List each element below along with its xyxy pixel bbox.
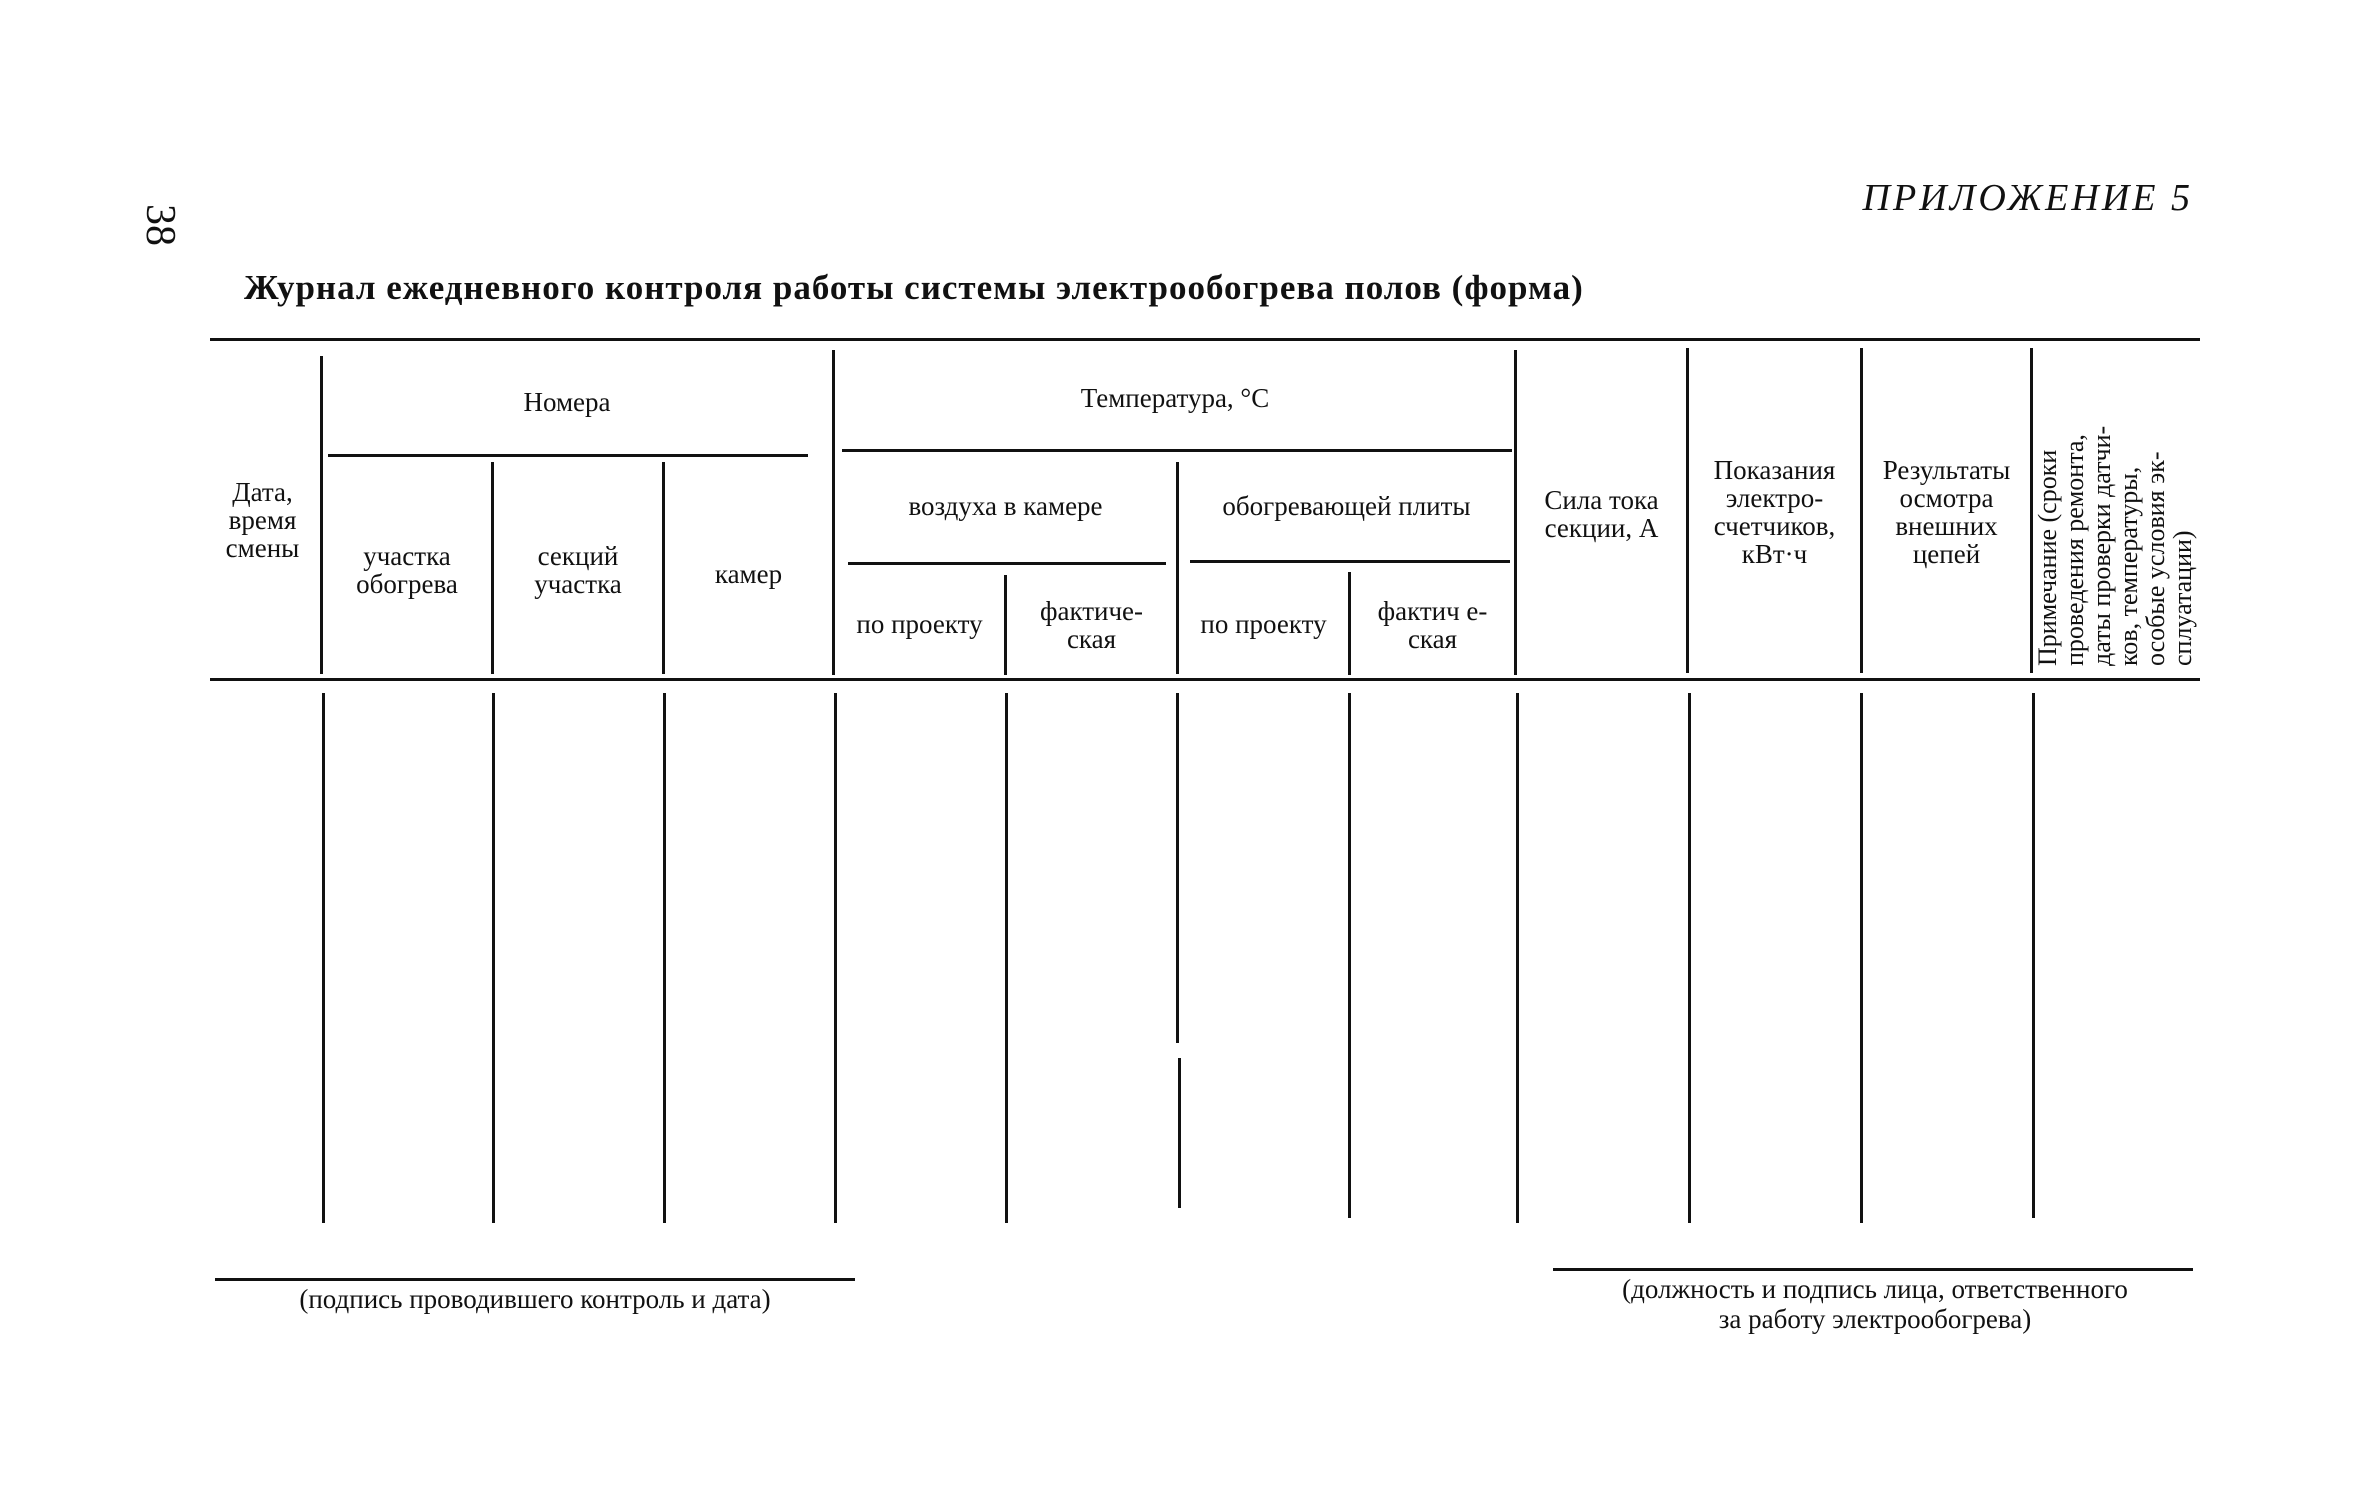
right-signature-line [1553,1268,2193,1271]
numbers-group-rule [328,454,808,457]
header-chambers: камер [714,559,783,589]
header-note: Примечание (сроки проведения ремонта, даты проверки датчи- ков, температуры, особые условия эк- сплуатации) [2033,425,2197,666]
header-air-actual: фактиче- ская [1039,596,1144,654]
header-plate-actual: фактич е- ская [1377,596,1488,654]
header-note-cell [2030,348,2200,668]
header-heating-section: участка обогрева [356,541,458,599]
page-number: 38 [137,204,183,246]
header-current: Сила тока секции, А [1544,485,1659,543]
left-signature-caption: (подпись проводившего контроль и дата) [299,1284,771,1314]
body-col-separator [322,693,325,1223]
temperature-group-rule [842,449,1512,452]
header-numbers-group: Номера [523,387,611,417]
table-header-bottom-rule [210,678,2200,681]
table-top-rule [210,338,2200,341]
body-col-separator [1860,693,1863,1223]
body-col-separator [1178,1058,1181,1208]
header-section-sections: секций участка [534,541,622,599]
body-col-separator [1516,693,1519,1223]
body-col-separator [663,693,666,1223]
document-title: Журнал ежедневного контроля работы системы электрообогрева полов (форма) [244,268,1584,307]
left-signature-line [215,1278,855,1281]
right-signature-caption: (должность и подпись лица, ответственного за работу электрообогрева) [1622,1274,2128,1334]
header-air-design: по проекту [856,609,983,639]
header-plate-subgroup: обогревающей плиты [1222,491,1471,521]
header-temperature-group: Температура, °С [1080,383,1270,413]
body-col-separator [492,693,495,1223]
header-plate-design: по проекту [1200,609,1327,639]
air-subgroup-rule [848,562,1166,565]
body-col-separator [1688,693,1691,1223]
body-col-separator [1348,693,1351,1218]
header-air-subgroup: воздуха в камере [908,491,1103,521]
body-col-separator [834,693,837,1223]
body-col-separator [1176,693,1179,1043]
appendix-label: ПРИЛОЖЕНИЕ 5 [1862,177,2193,219]
header-meter-readings: Показания электро- счетчиков, кВт·ч [1713,455,1836,569]
header-date-shift: Дата, время смены [225,477,300,563]
body-col-separator [2032,693,2035,1218]
body-col-separator [1005,693,1008,1223]
header-inspection-results: Результаты осмотра внешних цепей [1882,455,2011,569]
plate-subgroup-rule [1190,560,1510,563]
